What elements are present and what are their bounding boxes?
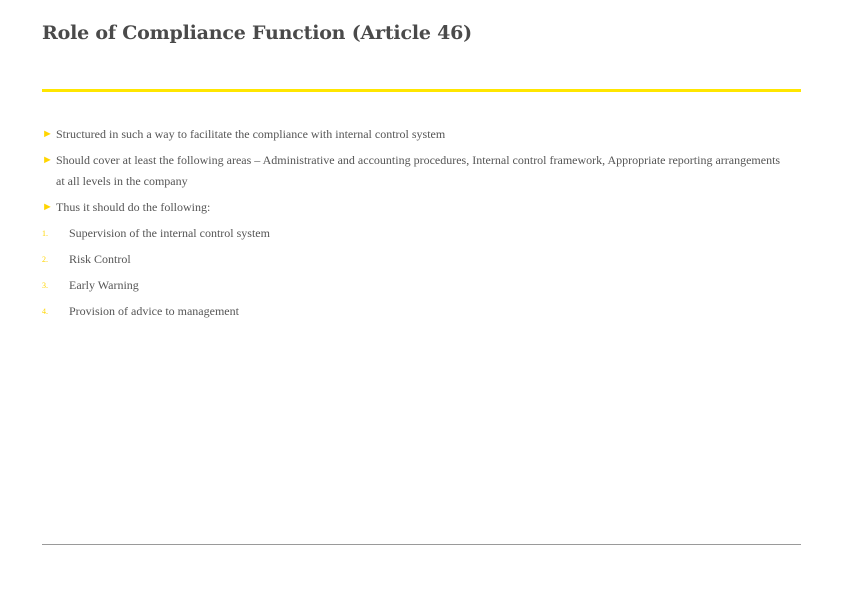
bullet-text: Should cover at least the following areas – Administrative and accounting procedures, Internal control framework, Appropriate reporting arrangements at all levels in the company — [56, 153, 781, 188]
item-text: Early Warning — [69, 278, 139, 292]
bullet-text: Structured in such a way to facilitate the compliance with internal control system — [56, 127, 446, 141]
item-number: 2. — [42, 255, 48, 264]
item-text: Risk Control — [69, 252, 131, 266]
item-text: Provision of advice to management — [69, 304, 239, 318]
slide-title: Role of Compliance Function (Article 46) — [42, 22, 472, 44]
numbered-item — [42, 275, 782, 296]
bullet-item — [42, 124, 782, 145]
numbered-item — [42, 301, 782, 322]
arrow-bullet-icon: ► — [42, 201, 53, 213]
item-number: 3. — [42, 281, 48, 290]
numbered-item — [42, 249, 782, 270]
arrow-bullet-icon: ► — [42, 154, 53, 166]
arrow-bullet-icon: ► — [42, 128, 53, 140]
bullet-text: Thus it should do the following: — [56, 200, 211, 214]
bullet-item — [42, 150, 782, 192]
item-number: 1. — [42, 229, 48, 238]
numbered-item — [42, 223, 782, 244]
title-accent-divider — [42, 89, 801, 92]
footer-divider — [42, 544, 801, 545]
slide-body — [42, 124, 782, 327]
item-text: Supervision of the internal control system — [69, 226, 270, 240]
bullet-item — [42, 197, 782, 218]
item-number: 4. — [42, 307, 48, 316]
